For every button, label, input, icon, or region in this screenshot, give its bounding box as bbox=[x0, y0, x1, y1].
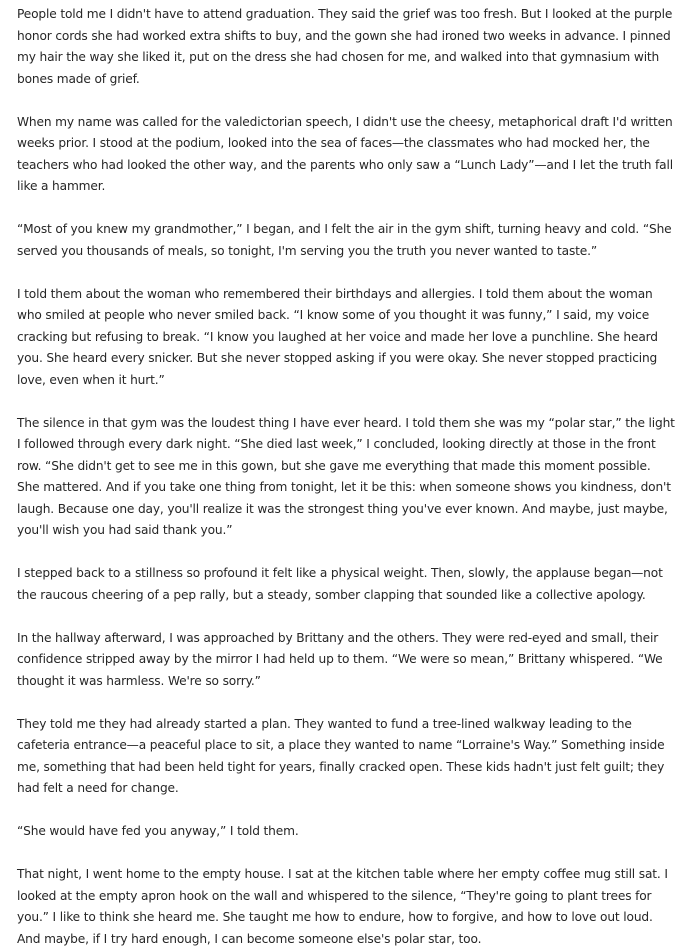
paragraph-polar-star: The silence in that gym was the loudest thing I have ever heard. I told them she was my “polar star,” the light I followed through every dark night. “She died last week,” I concluded, looking directly at those in the front row. “She didn't get to see me in this gown, but she gave me everything that made this moment possible. She mattered. And if you take one thing from tonight, let it be this: when someone shows you kindness, don't laugh. Because one day, you'll realize it was the strongest thing you've ever known. And maybe, just maybe, you'll wish you had said thank you.” bbox=[17, 415, 675, 537]
paragraph-applause: I stepped back to a stillness so profound it felt like a physical weight. Then, slowly, the applause began—not the raucous cheering of a pep rally, but a steady, somber clapping that sounded like a collective apology. bbox=[17, 566, 663, 602]
paragraph-that-night: That night, I went home to the empty house. I sat at the kitchen table where her empty coffee mug still sat. I looked at the empty apron hook on the wall and whispered to the silence, “They're going to plant trees for you.” I like to think she heard me. She taught me how to endure, how to forgive, and how to love out loud. And maybe, if I try hard enough, I can become someone else's polar star, too. bbox=[17, 867, 668, 946]
paragraph-speech-opening: “Most of you knew my grandmother,” I began, and I felt the air in the gym shift, turning heavy and cold. “She served you thousands of meals, so tonight, I'm serving you the truth you never wanted to taste.” bbox=[17, 222, 672, 258]
paragraph-fed-you: “She would have fed you anyway,” I told them. bbox=[17, 824, 299, 838]
paragraph-graduation: People told me I didn't have to attend graduation. They said the grief was too fresh. But I looked at the purple honor cords she had worked extra shifts to buy, and the gown she had ironed two weeks in advance. I pinned my hair the way she liked it, put on the dress she had chosen for me, and walked into that gymnasium with bones made of grief. bbox=[17, 7, 673, 86]
paragraph-valedictorian: When my name was called for the valedictorian speech, I didn't use the cheesy, metaphorical draft I'd written weeks prior. I stood at the podium, looked into the sea of faces—the classmates who had mocked her, the teachers who had looked the other way, and the parents who only saw a “Lunch Lady”—and I let the truth fall like a hammer. bbox=[17, 114, 673, 193]
paragraph-speech-woman: I told them about the woman who remembered their birthdays and allergies. I told them about the woman who smiled at people who never smiled back. “I know some of you thought it was funny,” I said, my voice cracking but refusing to break. “I know you laughed at her voice and made her love a punchline. She heard you. She heard every snicker. But she never stopped asking if you were okay. She never stopped practicing love, even when it hurt.” bbox=[17, 286, 658, 387]
paragraph-plan: They told me they had already started a plan. They wanted to fund a tree-lined walkway leading to the cafeteria entrance—a peaceful place to sit, a place they wanted to name “Lorraine's Way.” Something inside me, something that had been held tight for years, finally cracked open. These kids hadn't just felt guilt; they had felt a need for change. bbox=[17, 716, 665, 795]
paragraph-hallway: In the hallway afterward, I was approached by Brittany and the others. They were red-eyed and small, their confidence stripped away by the mirror I had held up to them. “We were so mean,” Brittany whispered. “We thought it was harmless. We're so sorry.” bbox=[17, 630, 663, 688]
